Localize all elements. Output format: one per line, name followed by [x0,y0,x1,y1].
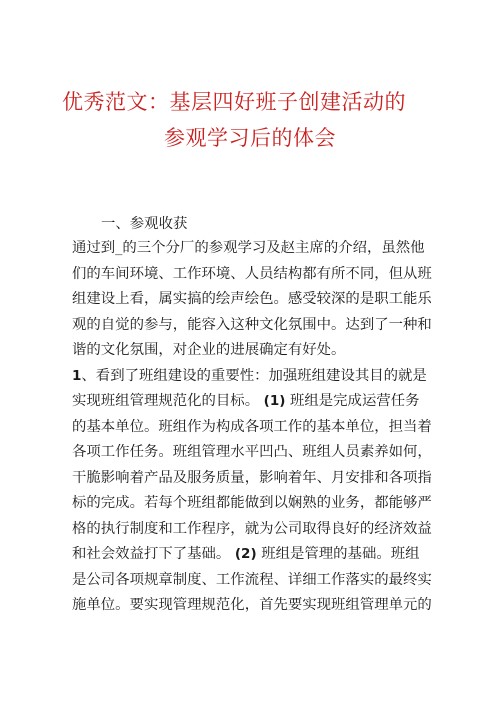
point-1-text: 班组是完成运营任务 [289,393,420,409]
paragraph-line: 是公司各项规章制度、工作流程、详细工作落实的最终实 [72,571,432,588]
paragraph-line: 的基本单位。班组作为构成各项工作的基本单位，担当着 [72,418,432,435]
paragraph-line: 观的自觉的参与，能容入这种文化氛围中。达到了一种和 [72,316,432,333]
point-1-text: 、看到了班组建设的重要性：加强班组建设其目的就是 [81,367,427,384]
point-number: 1 [72,367,82,384]
point-1-text: 班组是管理的基础。班组 [261,546,420,562]
paragraph-line: 格的执行制度和工作程序，就为公司取得良好的经济效益 [72,520,432,537]
body-paragraph [72,236,432,619]
point-1-text: 实现班组管理规范化的目标。 [72,393,260,409]
point-1-text: 和社会效益打下了基础。 [72,546,231,562]
point-1-line [72,389,432,415]
paragraph-line: 谐的文化氛围，对企业的进展确定有好处。 [72,342,346,358]
paragraph-line: 组建设上看，属实搞的绘声绘色。感受较深的是职工能乐 [72,291,432,307]
paragraph-line: 们的车间环境、工作环境、人员结构都有所不同，但从班 [72,265,432,282]
point-1-line [72,364,432,390]
document-title-line-1: 优秀范文：基层四好班子创建活动的 [62,90,406,114]
sub-marker-1: (1) [263,393,286,409]
paragraph-line: 各项工作任务。班组管理水平凹凸、班组人员素养如何， [72,444,432,460]
paragraph-line: 施单位。要实现管理规范化，首先要实现班组管理单元的 [72,597,432,613]
document-title-line-2: 参观学习后的体会 [164,126,336,150]
paragraph-line: 干脆影响着产品及服务质量，影响着年、月安排和各项指 [72,469,432,486]
paragraph-line: 通过到_的三个分厂的参观学习及赵主席的介绍，虽然他 [72,240,425,256]
sub-marker-2: (2) [234,546,257,562]
section-heading: 一、参观收获 [101,216,188,232]
paragraph-line: 标的完成。若每个班组都能做到以娴熟的业务，都能够严 [72,495,432,511]
point-1-line [72,542,432,568]
